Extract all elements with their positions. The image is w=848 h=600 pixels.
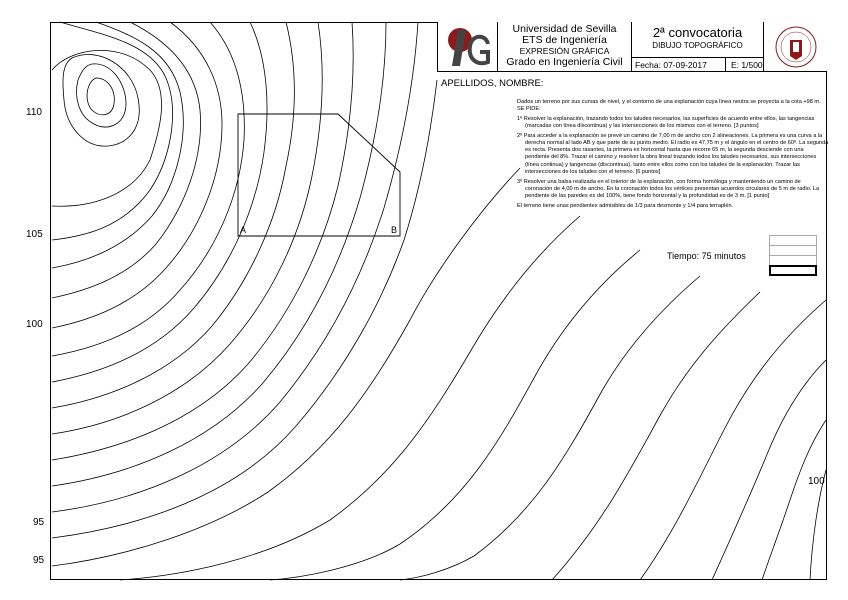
problem-statement [517,99,829,212]
subject-name: DIBUJO TOPOGRÁFICO [652,41,743,50]
university-cell [498,22,632,72]
contour-line [52,22,353,460]
student-name-label: APELLIDOS, NOMBRE: [441,78,544,89]
eg-logo-icon [438,22,498,72]
university-name: Universidad de Sevilla [512,23,617,35]
legend-box-bold [769,265,817,276]
contour-line [712,360,826,580]
contour-line [120,216,580,580]
contour-label-100-right: 100 [808,476,825,487]
point-a-label: A [240,225,247,235]
contour-line [52,22,173,240]
question-1: 1º Resolver la explanación, trazando todos los taludes necesarios, las superficies de acuerdo entre ellos, las tangencias (marcadas con línea discontinua) y las intersecciones de los mismos con el terreno. [3 puntos] [517,115,815,130]
contour-line [640,300,826,580]
time-limit: Tiempo: 75 minutos [667,251,746,261]
point-b-label: B [391,225,398,235]
university-seal-icon [764,22,828,72]
contour-line [77,64,126,127]
contour-line [52,50,162,206]
contour-line [270,250,640,580]
legend-box [769,245,817,255]
terrain-note: El terreno tiene unas pendientes admisibles de 1/3 para desmonte y 1/4 para terraplén. [517,202,734,209]
legend-box [769,235,817,245]
contour-line [52,22,183,268]
question-3: 3º Resolver una balsa realizada en el interior de la explanación, con forma homóloga y manteniendo un camino de coronación de 4,00 m de ancho. En la coronación todos los vértices presentan acuerdos circulares de 5 m de radio. La pendiente de las paredes es del 100%, tiene fondo horizontal y la profundidad es de 3 m. [1 punto] [517,178,820,199]
contour-line [52,22,418,512]
contour-label-110: 110 [26,107,42,118]
degree-name: Grado en Ingeniería Civil [506,56,623,68]
contour-line [52,22,294,408]
contour-label-95: 95 [33,517,45,528]
contour-line [552,292,760,580]
contour-line [52,168,520,566]
contour-label-105: 105 [26,229,43,240]
problem-intro: Dados un terreno por sus curvas de nivel, y el contorno de una explanación cuya línea neutra se proyecta a la cota +98 m. SE PIDE: [517,99,821,113]
contour-line [52,22,386,486]
exam-cell [632,22,764,58]
contour-line [52,22,267,382]
legend-line-boxes [769,235,817,276]
exam-call: 2ª convocatoria [652,25,743,40]
contour-line [52,22,247,356]
question-2: 2º Para acceder a la explanación se prevé un camino de 7,00 m de ancho con 2 alineaciones. La primera es una curva a la derecha normal al lado AB y que parte de su punto medio. El radio es 47,75 m y el ángulo en el centro de 60º. La segunda es recta. Presenta dos rasantes, la primera es horizontal hasta que recorre 65 m, la segunda desciende con una pendiente del 8%. Trazar el camino y resolver la obra lineal trazando todos los taludes necesarios, sus intersecciones (línea continua) y tangencias (discontinua), tanto entre ellos como con los taludes de la explanación. Trazar las intersecciones de los taludes con el terreno. [6 puntos] [517,132,829,175]
contour-label-95b: 95 [33,555,45,566]
university-seal [764,22,828,72]
contour-line [63,54,139,146]
title-block [437,22,827,72]
school-name: ETS de Ingeniería [522,34,607,46]
contour-line [52,22,222,328]
contour-line [87,78,114,115]
drawing-scale: E: 1/500 [726,58,764,72]
legend-box [769,255,817,265]
department-logo [438,22,498,72]
contour-label-100: 100 [26,319,43,330]
contour-line [400,276,700,580]
department-name: EXPRESIÓN GRÁFICA [519,46,610,56]
exam-date: Fecha: 07-09-2017 [632,58,726,72]
